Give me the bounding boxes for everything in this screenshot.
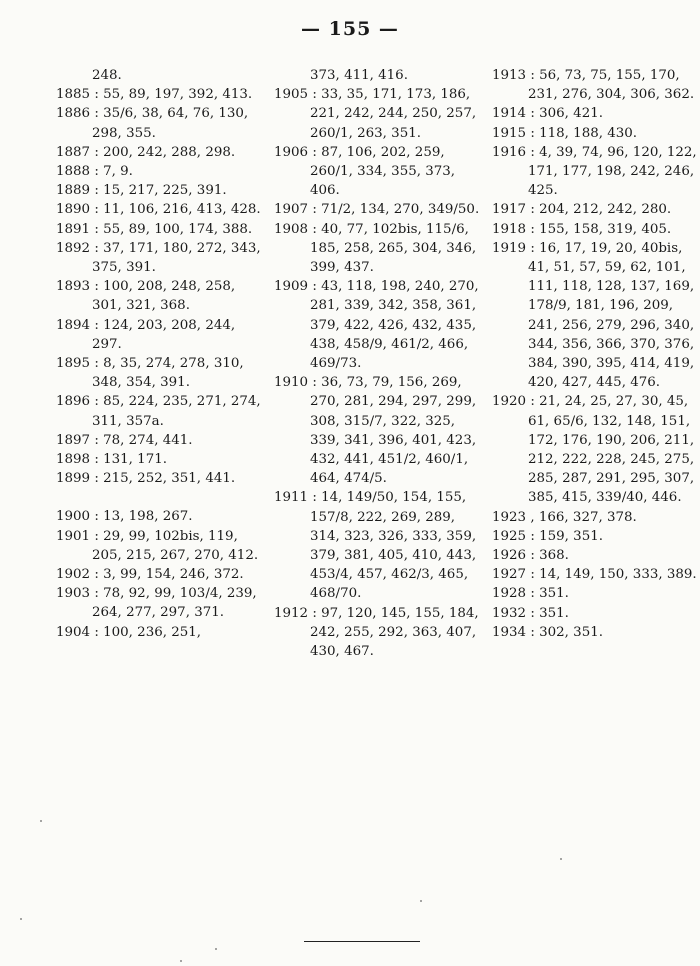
index-column-3	[492, 66, 697, 642]
index-entry	[56, 565, 261, 584]
entry-pages: 71/2, 134, 270, 349/50.	[321, 202, 480, 218]
index-entry	[492, 143, 697, 201]
entry-pages: 100, 236, 251,	[103, 624, 202, 640]
entry-year: 1885	[56, 87, 91, 103]
entry-year: 1923	[492, 509, 527, 525]
entry-separator: :	[90, 356, 104, 372]
entry-year: 1904	[56, 624, 91, 640]
scan-speck	[180, 960, 182, 962]
entry-pages: 166, 327, 378.	[538, 509, 637, 525]
entry-year: 1907	[274, 202, 309, 218]
index-entry	[56, 623, 261, 642]
entry-separator: :	[90, 394, 104, 410]
entry-year: 1900	[56, 509, 91, 525]
entry-separator: :	[90, 279, 104, 295]
entry-pages: 36, 73, 79, 156, 269, 270, 281, 294, 297, 299, 308, 315/7, 322, 325, 339, 341, 396, 401, 423, 432, 441, 451/2, 460/1, 464, 474/5.	[310, 375, 477, 487]
entry-pages: 155, 158, 319, 405.	[539, 221, 672, 237]
entry-year: 1906	[274, 144, 309, 160]
index-continuation	[274, 66, 484, 85]
entry-separator: :	[90, 183, 104, 199]
entry-year: 1925	[492, 528, 527, 544]
entry-pages: 13, 198, 267.	[103, 509, 193, 525]
entry-pages: 37, 171, 180, 272, 343, 375, 391.	[92, 240, 261, 276]
index-entry	[56, 450, 261, 469]
entry-year: 1893	[56, 279, 91, 295]
entry-year: 1892	[56, 240, 91, 256]
entry-pages: 373, 411, 416.	[310, 68, 408, 83]
entry-separator: :	[90, 202, 104, 218]
entry-pages: 55, 89, 100, 174, 388.	[103, 221, 253, 237]
entry-separator: :	[90, 221, 104, 237]
entry-separator: :	[526, 394, 540, 410]
index-entry	[492, 546, 697, 565]
entry-pages: 248.	[92, 68, 122, 83]
scan-speck	[560, 858, 562, 860]
index-entry	[56, 85, 261, 104]
entry-separator: :	[526, 548, 540, 564]
index-entry	[274, 220, 484, 278]
entry-separator: :	[308, 605, 322, 621]
entry-pages: 302, 351.	[539, 624, 603, 640]
entry-year: 1890	[56, 202, 91, 218]
index-entry	[274, 200, 484, 219]
index-entry	[56, 354, 261, 392]
entry-year: 1899	[56, 471, 91, 487]
entry-pages: 78, 274, 441.	[103, 432, 193, 448]
entry-year: 1908	[274, 221, 309, 237]
entry-pages: 7, 9.	[103, 164, 133, 180]
entry-year: 1894	[56, 317, 91, 333]
entry-year: 1920	[492, 394, 527, 410]
index-entry	[56, 200, 261, 219]
footer-rule	[304, 941, 420, 942]
entry-separator: :	[308, 279, 322, 295]
scan-speck	[20, 918, 22, 920]
entry-pages: 43, 118, 198, 240, 270, 281, 339, 342, 358, 361, 379, 422, 426, 432, 435, 438, 458/9, 461/2, 466, 469/73.	[310, 279, 479, 372]
index-entry	[274, 488, 484, 603]
index-entry	[492, 527, 697, 546]
index-entry	[56, 392, 261, 430]
entry-separator: :	[526, 586, 540, 602]
index-continuation	[56, 66, 261, 85]
entry-separator: :	[90, 509, 104, 525]
entry-year: 1915	[492, 125, 527, 141]
entry-year: 1897	[56, 432, 91, 448]
entry-year: 1934	[492, 624, 527, 640]
index-entry	[56, 220, 261, 239]
entry-pages: 306, 421.	[539, 106, 603, 122]
entry-pages: 33, 35, 171, 173, 186, 221, 242, 244, 250, 257, 260/1, 263, 351.	[310, 87, 477, 141]
entry-year: 1912	[274, 605, 309, 621]
entry-pages: 351.	[539, 586, 569, 602]
entry-pages: 159, 351.	[539, 528, 603, 544]
entry-separator: :	[526, 624, 540, 640]
index-column-1	[56, 66, 261, 642]
index-entry	[492, 565, 697, 584]
entry-year: 1898	[56, 452, 91, 468]
index-entry	[492, 623, 697, 642]
entry-pages: 16, 17, 19, 20, 40bis, 41, 51, 57, 59, 62, 101, 111, 118, 128, 137, 169, 178/9, 181, 196, 209, 241, 256, 279, 296, 340, 344, 356, 366, 370, 376, 384, 390, 395, 414, 419, 420, 427, 445, 476.	[528, 240, 695, 391]
index-entry	[56, 431, 261, 450]
index-entry	[56, 469, 261, 488]
index-entry	[492, 200, 697, 219]
entry-pages: 4, 39, 74, 96, 120, 122, 171, 177, 198, 242, 246, 425.	[528, 144, 697, 199]
index-entry	[56, 316, 261, 354]
entry-pages: 118, 188, 430.	[539, 125, 638, 141]
entry-year: 1901	[56, 528, 91, 544]
entry-year: 1896	[56, 394, 91, 410]
entry-year: 1918	[492, 221, 527, 237]
entry-separator: :	[90, 528, 104, 544]
index-entry	[56, 584, 261, 622]
entry-pages: 124, 203, 208, 244, 297.	[92, 317, 236, 352]
entry-separator: :	[90, 87, 104, 103]
index-entry	[492, 104, 697, 123]
entry-separator: ,	[526, 509, 539, 525]
entry-pages: 368.	[539, 548, 569, 564]
entry-year: 1903	[56, 586, 91, 602]
entry-separator: :	[526, 605, 540, 621]
entry-year: 1916	[492, 144, 527, 160]
index-entry	[56, 104, 261, 142]
entry-pages: 29, 99, 102bis, 119, 205, 215, 267, 270, 412.	[92, 528, 259, 563]
index-column-2	[274, 66, 484, 661]
entry-year: 1910	[274, 375, 309, 391]
entry-separator: :	[90, 586, 104, 602]
entry-year: 1891	[56, 221, 91, 237]
scan-speck	[215, 948, 217, 950]
index-entry	[274, 85, 484, 143]
index-entry	[56, 239, 261, 277]
entry-separator: :	[90, 144, 104, 160]
entry-year: 1905	[274, 87, 309, 103]
scan-speck	[40, 820, 42, 822]
entry-separator: :	[90, 432, 104, 448]
entry-pages: 55, 89, 197, 392, 413.	[103, 87, 253, 103]
entry-separator: :	[308, 375, 322, 391]
entry-year: 1895	[56, 356, 91, 372]
entry-separator: :	[526, 567, 540, 583]
entry-pages: 8, 35, 274, 278, 310, 348, 354, 391.	[92, 356, 244, 391]
entry-year: 1902	[56, 567, 91, 583]
entry-year: 1926	[492, 548, 527, 564]
entry-year: 1932	[492, 605, 527, 621]
index-entry	[56, 507, 261, 526]
index-entry	[56, 277, 261, 315]
entry-year: 1927	[492, 567, 527, 583]
entry-year: 1919	[492, 240, 527, 256]
index-entry	[56, 181, 261, 200]
entry-separator: :	[526, 144, 540, 160]
entry-separator: :	[526, 221, 540, 237]
entry-year: 1889	[56, 183, 91, 199]
entry-pages: 21, 24, 25, 27, 30, 45, 61, 65/6, 132, 148, 151, 172, 176, 190, 206, 211, 212, 222, 228, 245, 275, 285, 287, 291, 295, 307, 385, 415, 339/40, 446.	[528, 394, 695, 506]
entry-year: 1911	[274, 490, 309, 506]
entry-year: 1886	[56, 106, 91, 122]
entry-separator: :	[308, 87, 322, 103]
entry-separator: :	[308, 144, 322, 160]
index-entry	[492, 239, 697, 393]
entry-year: 1928	[492, 586, 527, 602]
entry-year: 1909	[274, 279, 309, 295]
entry-pages: 204, 212, 242, 280.	[539, 202, 672, 218]
entry-separator: :	[526, 68, 540, 83]
index-entry	[492, 124, 697, 143]
index-entry	[492, 584, 697, 603]
index-entry	[274, 604, 484, 662]
entry-pages: 11, 106, 216, 413, 428.	[103, 202, 261, 218]
entry-pages: 40, 77, 102bis, 115/6, 185, 258, 265, 304, 346, 399, 437.	[310, 221, 477, 276]
entry-pages: 100, 208, 248, 258, 301, 321, 368.	[92, 279, 236, 314]
index-entry	[56, 527, 261, 565]
entry-pages: 351.	[539, 605, 569, 621]
entry-pages: 35/6, 38, 64, 76, 130, 298, 355.	[92, 106, 249, 141]
index-entry	[492, 66, 697, 104]
entry-separator: :	[90, 164, 104, 180]
entry-pages: 97, 120, 145, 155, 184, 242, 255, 292, 363, 407, 430, 467.	[310, 605, 479, 660]
index-entry	[56, 143, 261, 162]
entry-separator: :	[90, 106, 104, 122]
entry-year: 1887	[56, 144, 91, 160]
entry-separator: :	[90, 317, 104, 333]
entry-separator: :	[526, 240, 540, 256]
index-entry	[492, 604, 697, 623]
entry-pages: 131, 171.	[103, 452, 167, 468]
entry-separator: :	[90, 452, 104, 468]
entry-separator: :	[526, 202, 540, 218]
entry-pages: 14, 149/50, 154, 155, 157/8, 222, 269, 289, 314, 323, 326, 333, 359, 379, 381, 405, 410, 443, 453/4, 457, 462/3, 465, 468/70.	[310, 490, 477, 602]
entry-pages: 87, 106, 202, 259, 260/1, 334, 355, 373, 406.	[310, 144, 456, 199]
entry-pages: 85, 224, 235, 271, 274, 311, 357a.	[92, 394, 261, 429]
entry-year: 1917	[492, 202, 527, 218]
entry-pages: 78, 92, 99, 103/4, 239, 264, 277, 297, 371.	[92, 586, 257, 621]
entry-year: 1913	[492, 68, 527, 83]
entry-separator: :	[526, 106, 540, 122]
index-entry	[274, 373, 484, 488]
entry-pages: 215, 252, 351, 441.	[103, 471, 236, 487]
entry-separator: :	[308, 490, 322, 506]
entry-separator: :	[90, 240, 104, 256]
scan-speck	[420, 900, 422, 902]
entry-pages: 200, 242, 288, 298.	[103, 144, 236, 160]
index-entry	[274, 277, 484, 373]
entry-year: 1914	[492, 106, 527, 122]
entry-separator: :	[90, 567, 104, 583]
index-entry	[274, 143, 484, 201]
index-entry	[492, 220, 697, 239]
entry-separator: :	[526, 125, 540, 141]
entry-separator: :	[90, 471, 104, 487]
entry-separator: :	[526, 528, 540, 544]
entry-pages: 56, 73, 75, 155, 170, 231, 276, 304, 306, 362.	[528, 68, 695, 103]
section-gap	[56, 488, 261, 507]
index-entry	[492, 508, 697, 527]
entry-pages: 15, 217, 225, 391.	[103, 183, 227, 199]
entry-separator: :	[308, 202, 322, 218]
page-number: — 155 —	[301, 18, 399, 40]
index-entry	[56, 162, 261, 181]
entry-pages: 3, 99, 154, 246, 372.	[103, 567, 244, 583]
entry-year: 1888	[56, 164, 91, 180]
index-entry	[492, 392, 697, 507]
entry-separator: :	[90, 624, 104, 640]
entry-pages: 14, 149, 150, 333, 389.	[539, 567, 697, 583]
entry-separator: :	[308, 221, 322, 237]
